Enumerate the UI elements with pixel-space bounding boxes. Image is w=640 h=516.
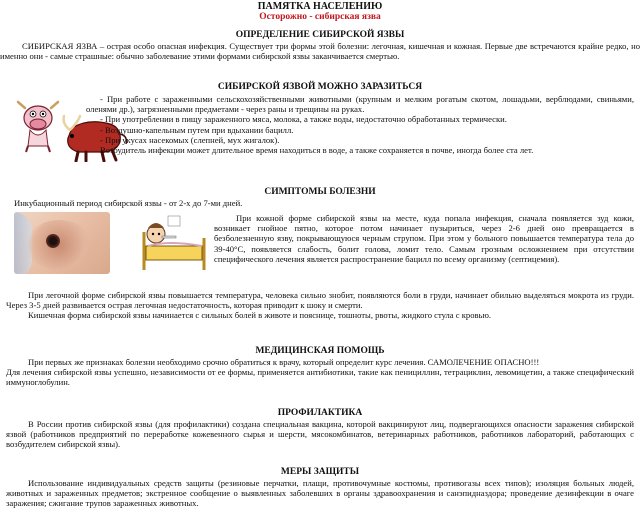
definition-text: СИБИРСКАЯ ЯЗВА – острая особо опасная инфекция. Существует три формы этой болезни: легочная, кишечная и кожная. Первые две встречаются крайне редко, но именно они - самые страшные: обычно заболевание этими формами сибирской язвы заканчивается смертью.	[0, 41, 640, 62]
prevention-heading: ПРОФИЛАКТИКА	[277, 408, 363, 418]
skin-lesion-image	[14, 212, 110, 274]
medical-help-text-2: Для лечения сибирской язвы успешно, независимости от ее формы, применяется антибиотики, такие как пенициллин, тетрациклин, левомицетин, а также специфический иммуноглобулин.	[6, 367, 634, 388]
symptoms-heading: СИМПТОМЫ БОЛЕЗНИ	[264, 187, 376, 197]
infection-item: - При употреблении в пищу зараженного мяса, молока, а также воды, недостаточно обработанных термически.	[100, 114, 507, 125]
definition-heading: ОПРЕДЕЛЕНИЕ СИБИРСКОЙ ЯЗВЫ	[235, 30, 405, 40]
section-protection	[6, 467, 634, 509]
section-definition	[0, 30, 640, 61]
prevention-text: В России против сибирской язвы (для профилактики) создана специальная вакцина, которой вакцинируют лиц, подвергающихся опасности заражения сибирской язвой (работников предприятий по переработке кожевенного сырья и шерсти, мясокомбинатов, ветеринарных работников, работников лабораторий, работающих с возбудителем сибирской язвы).	[6, 419, 634, 450]
skin-form-block	[214, 213, 634, 264]
section-medical-help	[6, 346, 634, 388]
skin-form-text: При кожной форме сибирской язвы на месте, куда попала инфекция, сначала появляется зуд кожи, возникает гнойное пятно, которое потом начинает пузыриться, через 2-6 дней оно превращается в безболезненную язву, покрывающуюся черным струпом. При этом у больного повышается температура тела до 39-40°С, появляется слабость, болит голова, ломит тело. Самым грозным осложнением при отсутствии специфического лечения является распространение бацилл по всему организму (септицемия).	[214, 213, 634, 264]
infection-item: - Воздушно-капельным путем при вдыхании бацилл.	[100, 124, 294, 135]
lung-form-text: При легочной форме сибирской язвы повышается температура, человека сильно знобит, появляются боли в груди, начинает обильно выделяться мокрота из груди. Через 3-5 дней развивается острая легочная недостаточность, которая приводит к шоку и смерти.	[6, 290, 634, 311]
protection-heading: МЕРЫ ЗАЩИТЫ	[280, 467, 360, 477]
page-title: ПАМЯТКА НАСЕЛЕНИЮ	[257, 1, 383, 12]
section-prevention	[6, 408, 634, 450]
infection-list	[86, 94, 634, 155]
section-symptoms	[0, 187, 640, 208]
lung-form-block	[6, 290, 634, 321]
protection-text: Использование индивидуальных средств защиты (резиновые перчатки, плащи, противочумные костюмы, противогазы всех типов); изоляция больных людей, животных и зараженных предметов; экстренное сообщение о выявленных заболевших в органы здравоохранения и санэпидназдора; проведение дезинфекции в очаге заражения; сжигание трупов зараженных животных.	[6, 478, 634, 509]
section-infection	[0, 82, 640, 93]
medical-help-text-1: При первых же признаках болезни необходимо срочно обратиться к врачу, который определит курс лечения. САМОЛЕЧЕНИЕ ОПАСНО!!!	[28, 357, 540, 367]
medical-help-heading: МЕДИЦИНСКАЯ ПОМОЩЬ	[255, 346, 385, 356]
incubation-text: Инкубационный период сибирской язвы - от 2-х до 7-ми дней.	[14, 198, 243, 208]
page-subtitle: Осторожно - сибирская язва	[259, 12, 381, 22]
intestinal-form-text: Кишечная форма сибирской язвы начинается с сильных болей в животе и пояснице, тошноты, рвоты, жидкого стула с кровью.	[28, 310, 492, 321]
infection-item: - При укусах насекомых (слепней, мух жигалок).	[100, 134, 280, 145]
infection-item: - При работе с зараженными сельскохозяйственными животными (крупным и мелким рогатым скотом, лошадьми, верблюдами, свиньями, оленями др.), загрязненными предметами - через раны и трещины на руках.	[86, 94, 634, 115]
infection-heading: СИБИРСКОЙ ЯЗВОЙ МОЖНО ЗАРАЗИТЬСЯ	[217, 82, 423, 92]
infection-note: Возбудитель инфекции может длительное время находиться в воде, а также сохраняется в почве, иногда более ста лет.	[100, 145, 534, 156]
sick-person-icon	[138, 212, 208, 276]
